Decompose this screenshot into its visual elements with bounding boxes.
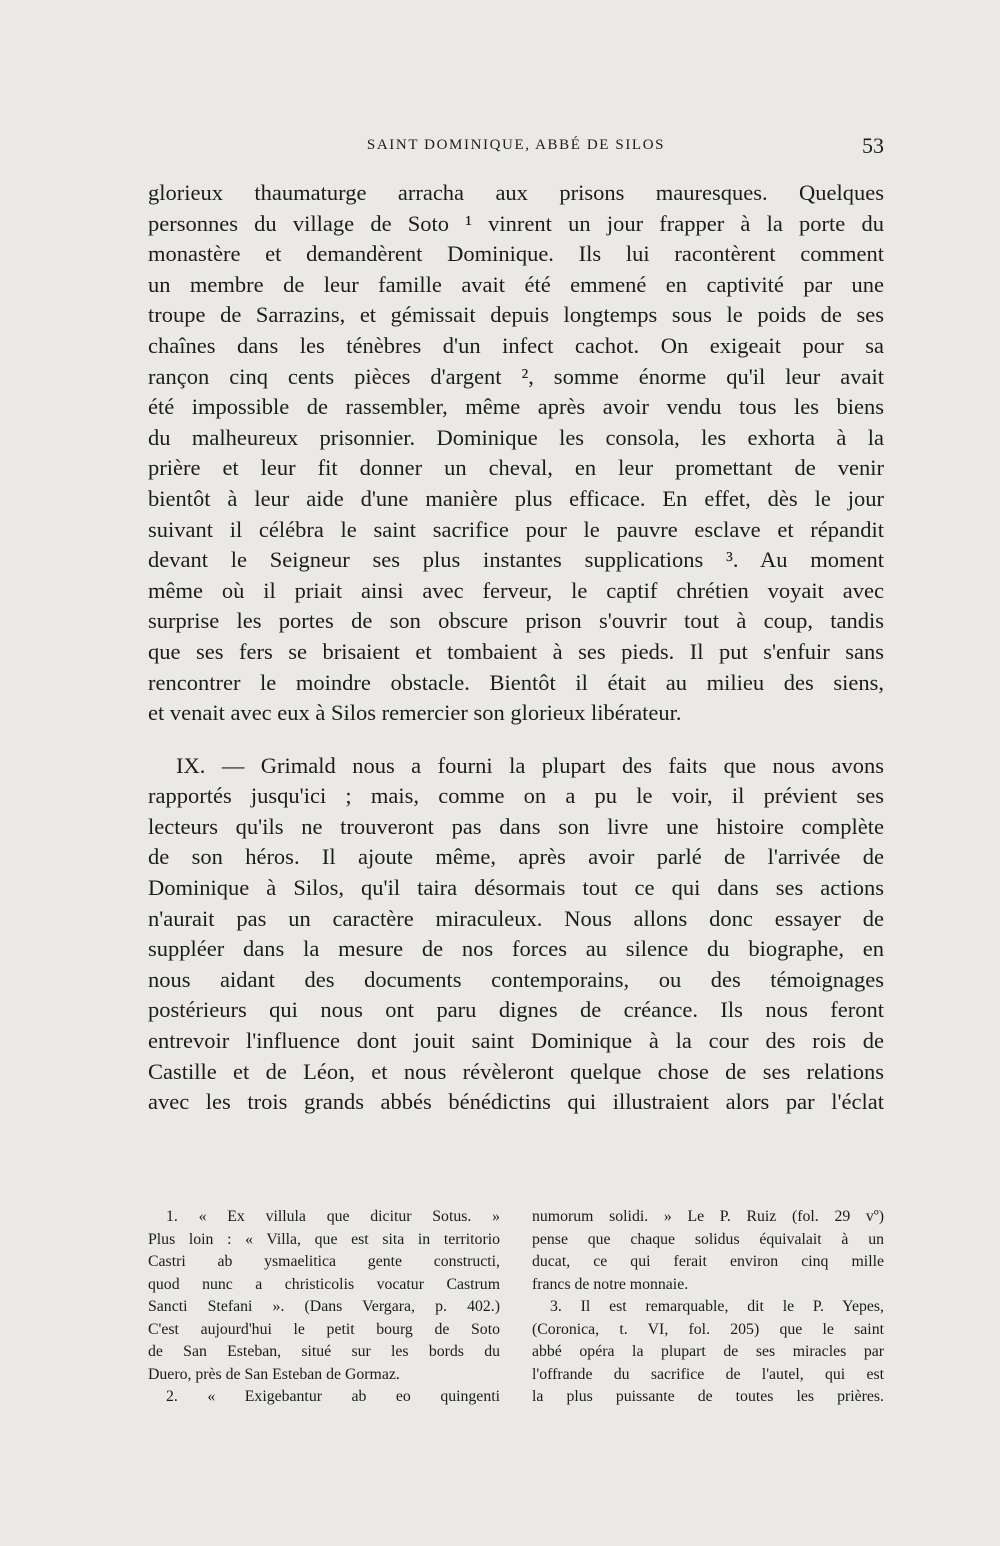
paragraph-gap (148, 729, 884, 751)
text-line: monastère et demandèrent Dominique. Ils lui racontèrent comment (148, 241, 884, 267)
footnote-line: Castri ab ysmaelitica gente constructi, (148, 1253, 500, 1270)
text-line: surprise les portes de son obscure prison s'ouvrir tout à coup, tandis (148, 608, 884, 634)
footnotes-right-column (532, 1206, 884, 1409)
footnote-line: de San Esteban, situé sur les bords du (148, 1343, 500, 1360)
text-line: Castille et de Léon, et nous révèleront quelque chose de ses relations (148, 1058, 884, 1084)
text-line: IX. — Grimald nous a fourni la plupart des faits que nous avons (176, 752, 884, 778)
footnote-line: abbé opéra la plupart de ses miracles par (532, 1343, 884, 1360)
text-line: rançon cinq cents pièces d'argent ², somme énorme qu'il leur avait (148, 363, 884, 389)
text-line: Dominique à Silos, qu'il taira désormais tout ce qui dans ses actions (148, 875, 884, 901)
text-line: entrevoir l'influence dont jouit saint Dominique à la cour des rois de (148, 1028, 884, 1054)
text-line: chaînes dans les ténèbres d'un infect cachot. On exigeait pour sa (148, 332, 884, 358)
text-line: un membre de leur famille avait été emmené en captivité par une (148, 271, 884, 297)
text-line: du malheureux prisonnier. Dominique les consola, les exhorta à la (148, 424, 884, 450)
footnote-line: l'offrande du sacrifice de l'autel, qui est (532, 1365, 884, 1383)
text-line: rapportés jusqu'ici ; mais, comme on a pu le voir, il prévient ses (148, 783, 884, 809)
text-line: troupe de Sarrazins, et gémissait depuis longtemps sous le poids de ses (148, 302, 884, 328)
footnote-line: (Coronica, t. VI, fol. 205) que le saint (532, 1320, 884, 1338)
page-number: 53 (862, 133, 884, 158)
text-line: glorieux thaumaturge arracha aux prisons mauresques. Quelques (148, 180, 884, 205)
footnote-line: pense que chaque solidus équivalait à un (532, 1230, 884, 1248)
text-line: même où il priait ainsi avec ferveur, le captif chrétien voyait avec (148, 577, 884, 603)
main-text (148, 178, 884, 1118)
footnote-line: quod nunc a christicolis vocatur Castrum (148, 1275, 500, 1293)
text-line: n'aurait pas un caractère miraculeux. Nous allons donc essayer de (148, 905, 884, 931)
running-title: SAINT DOMINIQUE, ABBÉ DE SILOS (366, 137, 666, 153)
footnote-line: Plus loin : « Villa, que est sita in territorio (148, 1230, 500, 1248)
footnote-line: ducat, ce qui ferait environ cinq mille (532, 1253, 884, 1270)
text-line: nous aidant des documents contemporains, ou des témoignages (148, 966, 884, 992)
footnote-line: la plus puissante de toutes les prières. (532, 1388, 884, 1405)
text-line: postérieurs qui nous ont paru dignes de créance. Ils nous feront (148, 997, 884, 1023)
text-line: suppléer dans la mesure de nos forces au silence du biographe, en (148, 936, 884, 962)
paragraph-1 (148, 178, 884, 729)
running-head (148, 133, 884, 159)
footnote-line: Duero, près de San Esteban de Gormaz. (148, 1365, 400, 1383)
text-line: et venait avec eux à Silos remercier son glorieux libérateur. (148, 700, 682, 726)
footnote-line: 3. Il est remarquable, dit le P. Yepes, (550, 1298, 884, 1315)
footnote-line: 2. « Exigebantur ab eo quingenti (166, 1388, 500, 1405)
text-line: avec les trois grands abbés bénédictins qui illustraient alors par l'éclat (148, 1089, 884, 1115)
text-line: rencontrer le moindre obstacle. Bientôt il était au milieu des siens, (148, 669, 884, 695)
footnote-line: C'est aujourd'hui le petit bourg de Soto (148, 1320, 500, 1338)
footnote-line: 1. « Ex villula que dicitur Sotus. » (166, 1208, 500, 1225)
text-line: bientôt à leur aide d'une manière plus efficace. En effet, dès le jour (148, 485, 884, 511)
footnote-line: francs de notre monnaie. (532, 1275, 689, 1293)
text-line: prière et leur fit donner un cheval, en leur promettant de venir (148, 455, 884, 481)
paragraph-2 (148, 751, 884, 1118)
footnote-line: numorum solidi. » Le P. Ruiz (fol. 29 vº) (532, 1208, 884, 1225)
footnotes (148, 1206, 884, 1409)
text-line: que ses fers se brisaient et tombaient à ses pieds. Il put s'enfuir sans (148, 638, 884, 664)
text-line: été impossible de rassembler, même après avoir vendu tous les biens (148, 394, 884, 420)
text-line: personnes du village de Soto ¹ vinrent un jour frapper à la porte du (148, 210, 884, 236)
text-line: de son héros. Il ajoute même, après avoir parlé de l'arrivée de (148, 844, 884, 870)
text-line: lecteurs qu'ils ne trouveront pas dans son livre une histoire complète (148, 813, 884, 839)
footnote-line: Sancti Stefani ». (Dans Vergara, p. 402.) (148, 1298, 500, 1315)
text-line: devant le Seigneur ses plus instantes supplications ³. Au moment (148, 547, 884, 573)
footnotes-left-column (148, 1206, 500, 1409)
text-line: suivant il célébra le saint sacrifice pour le pauvre esclave et répandit (148, 516, 884, 542)
